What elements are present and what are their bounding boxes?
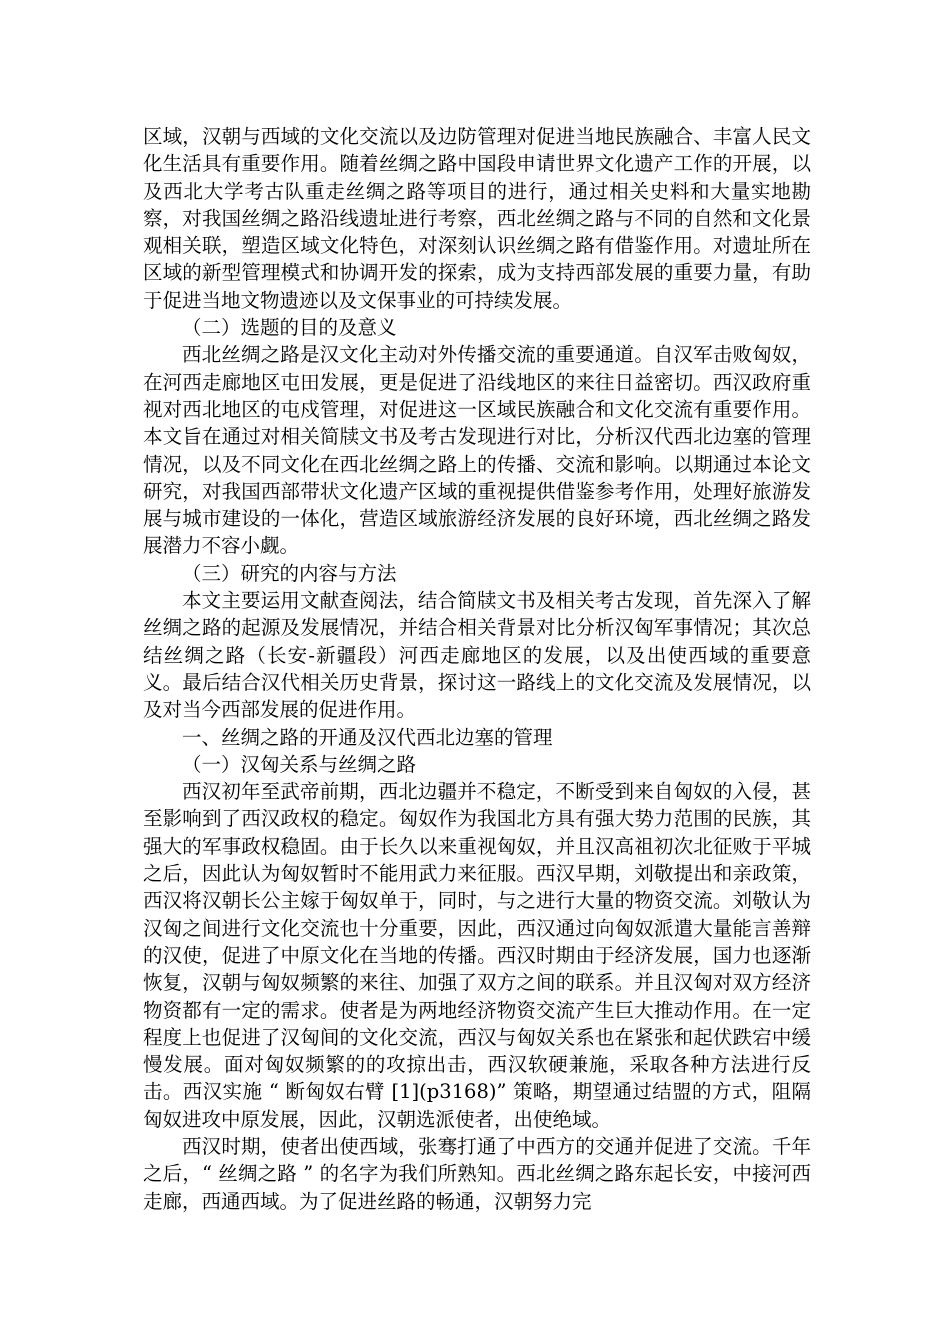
chapter-heading: 一、丝绸之路的开通及汉代西北边塞的管理	[182, 725, 553, 749]
body-paragraph: 西汉初年至武帝前期，西北边疆并不稳定，不断受到来自匈奴的入侵，甚至影响到了西汉政权的稳定。匈奴作为我国北方具有强大势力范围的民族，其强大的军事政权稳固。由于长久以来重视匈奴，并且汉高祖初次北征败于平城之后，因此认为匈奴暂时不能用武力来征服。西汉早期，刘敬提出和亲政策，西汉将汉朝长公主嫁于匈奴单于，同时，与之进行大量的物资交流。刘敬认为汉匈之间进行文化交流也十分重要，因此，西汉通过向匈奴派遣大量能言善辩的汉使，促进了中原文化在当地的传播。西汉时期由于经济发展，国力也逐渐恢复，汉朝与匈奴频繁的来往、加强了双方之间的联系。并且汉匈对双方经济物资都有一定的需求。使者是为两地经济物资交流产生巨大推动作用。在一定程度上也促进了汉匈间的文化交流，西汉与匈奴关系也在紧张和起伏跌宕中缓慢发展。面对匈奴频繁的的攻掠出击，西汉软硬兼施，采取各种方法进行反击。西汉实施 “ 断匈奴右臂 [1](p3168)” 策略，期望通过结盟的方式，阻隔匈奴进攻中原发展，因此，汉朝选派使者，出使绝域。	[143, 780, 811, 1131]
section-heading: （二）选题的目的及意义	[182, 316, 397, 340]
section-heading: （一）汉匈关系与丝绸之路	[182, 752, 417, 776]
body-paragraph: 西北丝绸之路是汉文化主动对外传播交流的重要通道。自汉军击败匈奴，在河西走廊地区屯田发展，更是促进了沿线地区的来往日益密切。西汉政府重视对西北地区的屯戍管理，对促进这一区域民族融合和文化交流有重要作用。本文旨在通过对相关简牍文书及考古发现进行对比，分析汉代西北边塞的管理情况，以及不同文化在西北丝绸之路上的传播、交流和影响。以期通过本论文研究，对我国西部带状文化遗产区域的重视提供借鉴参考作用，处理好旅游发展与城市建设的一体化，营造区域旅游经济发展的良好环境，西北丝绸之路发展潜力不容小觑。	[143, 343, 811, 558]
body-paragraph: 本文主要运用文献查阅法，结合简牍文书及相关考古发现，首先深入了解丝绸之路的起源及发展情况，并结合相关背景对比分析汉匈军事情况；其次总结丝绸之路（长安-新疆段）河西走廊地区的发展，以及出使西域的重要意义。最后结合汉代相关历史背景，探讨这一路线上的文化交流及发展情况，以及对当今西部发展的促进作用。	[143, 589, 811, 722]
document-page	[143, 123, 811, 1215]
section-heading: （三）研究的内容与方法	[182, 561, 397, 585]
body-paragraph: 西汉时期，使者出使西域，张骞打通了中西方的交通并促进了交流。千年之后，“ 丝绸之路 ” 的名字为我们所熟知。西北丝绸之路东起长安，中接河西走廊，西通西域。为了促进丝路的畅通，汉朝努力完	[143, 1134, 811, 1213]
body-paragraph: 区域，汉朝与西域的文化交流以及边防管理对促进当地民族融合、丰富人民文化生活具有重要作用。随着丝绸之路中国段申请世界文化遗产工作的开展，以及西北大学考古队重走丝绸之路等项目的进行，通过相关史料和大量实地勘察，对我国丝绸之路沿线遗址进行考察，西北丝绸之路与不同的自然和文化景观相关联，塑造区域文化特色，对深刻认识丝绸之路有借鉴作用。对遗址所在区域的新型管理模式和协调开发的探索，成为支持西部发展的重要力量，有助于促进当地文物遗迹以及文保事业的可持续发展。	[143, 125, 811, 312]
